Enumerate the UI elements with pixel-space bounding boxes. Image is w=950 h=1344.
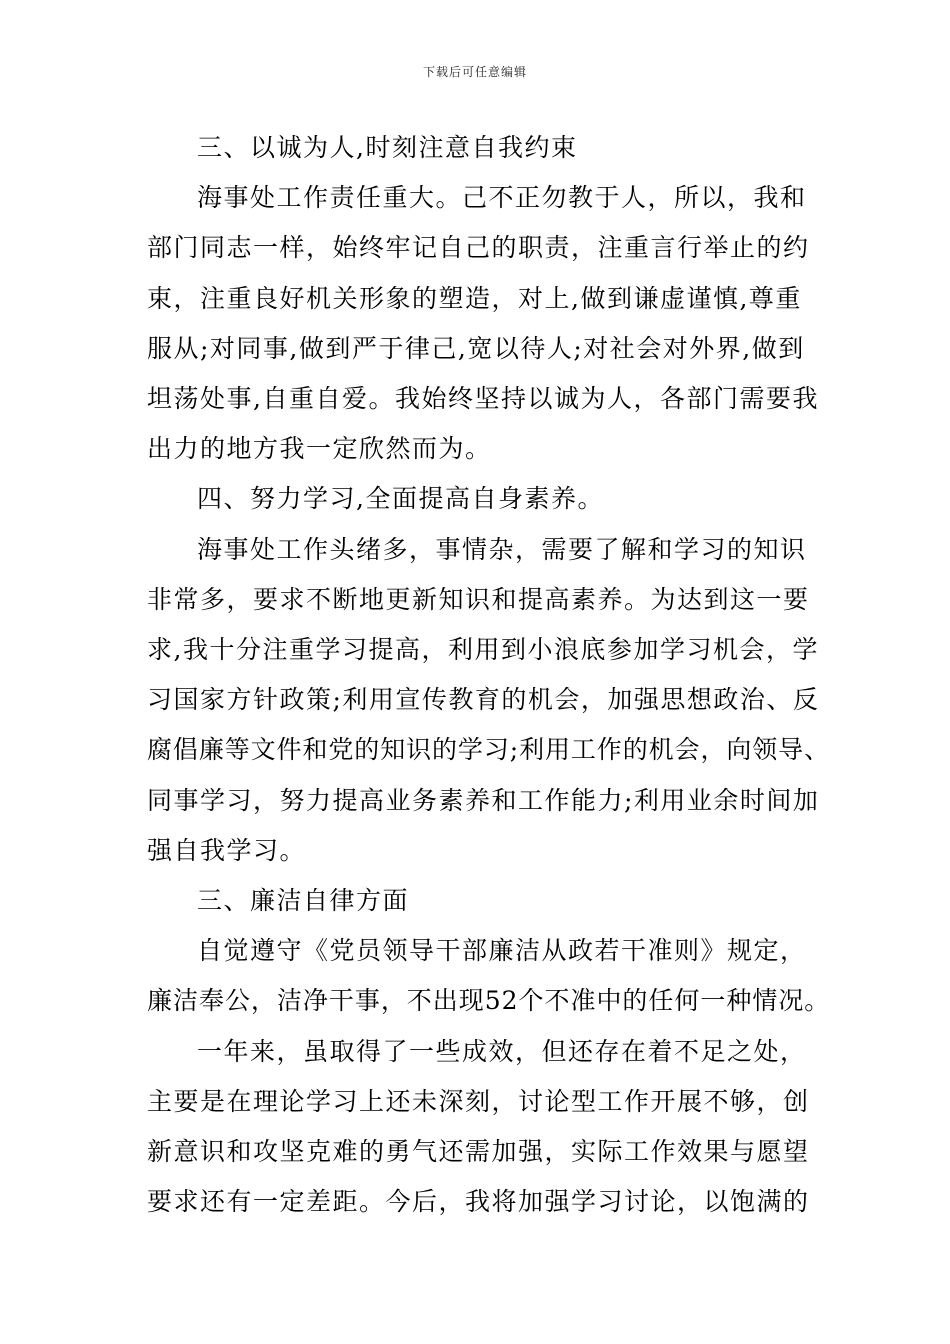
text-line: 三、以诚为人,时刻注意自我约束 [197, 133, 578, 162]
text-line: 廉洁奉公，洁净干事，不出现52个不准中的任何一种情况。 [147, 986, 831, 1016]
text-line: 出力的地方我一定欣然而为。 [147, 434, 492, 464]
text-line: 要求还有一定差距。今后，我将加强学习讨论，以饱满的 [147, 1187, 810, 1217]
text-line: 海事处工作头绪多，事情杂，需要了解和学习的知识 [197, 534, 807, 564]
text-line: 非常多，要求不断地更新知识和提高素养。为达到这一要 [147, 584, 810, 614]
text-line: 腐倡廉等文件和党的知识的学习;利用工作的机会，向领导、 [147, 735, 830, 765]
text-line: 自觉遵守《党员领导干部廉洁从政若干准则》规定， [197, 936, 807, 966]
text-line: 坦荡处事,自重自爱。我始终坚持以诚为人，各部门需要我 [147, 384, 819, 413]
text-line: 同事学习，努力提高业务素养和工作能力;利用业余时间加 [147, 785, 820, 815]
text-line: 束，注重良好机关形象的塑造，对上,做到谦虚谨慎,尊重 [147, 283, 802, 313]
text-line: 新意识和攻坚克难的勇气还需加强，实际工作效果与愿望 [147, 1137, 810, 1166]
text-line: 海事处工作责任重大。己不正勿教于人，所以，我和 [197, 183, 807, 213]
text-line: 一年来，虽取得了一些成效，但还存在着不足之处， [197, 1036, 807, 1066]
text-line: 强自我学习。 [147, 835, 307, 865]
text-line: 主要是在理论学习上还未深刻，讨论型工作开展不够，创 [147, 1086, 810, 1116]
text-line: 求,我十分注重学习提高，利用到小浪底参加学习机会，学 [147, 635, 819, 664]
page-header: 下载后可任意编辑 [422, 65, 527, 79]
text-line: 部门同志一样，始终牢记自己的职责，注重言行举止的约 [147, 233, 810, 263]
text-line: 服从;对同事,做到严于律己,宽以待人;对社会对外界,做到 [147, 333, 805, 363]
text-line: 习国家方针政策;利用宣传教育的机会，加强思想政治、反 [147, 685, 820, 715]
text-line: 四、努力学习,全面提高自身素养。 [197, 484, 604, 514]
text-line: 三、廉洁自律方面 [197, 886, 410, 915]
